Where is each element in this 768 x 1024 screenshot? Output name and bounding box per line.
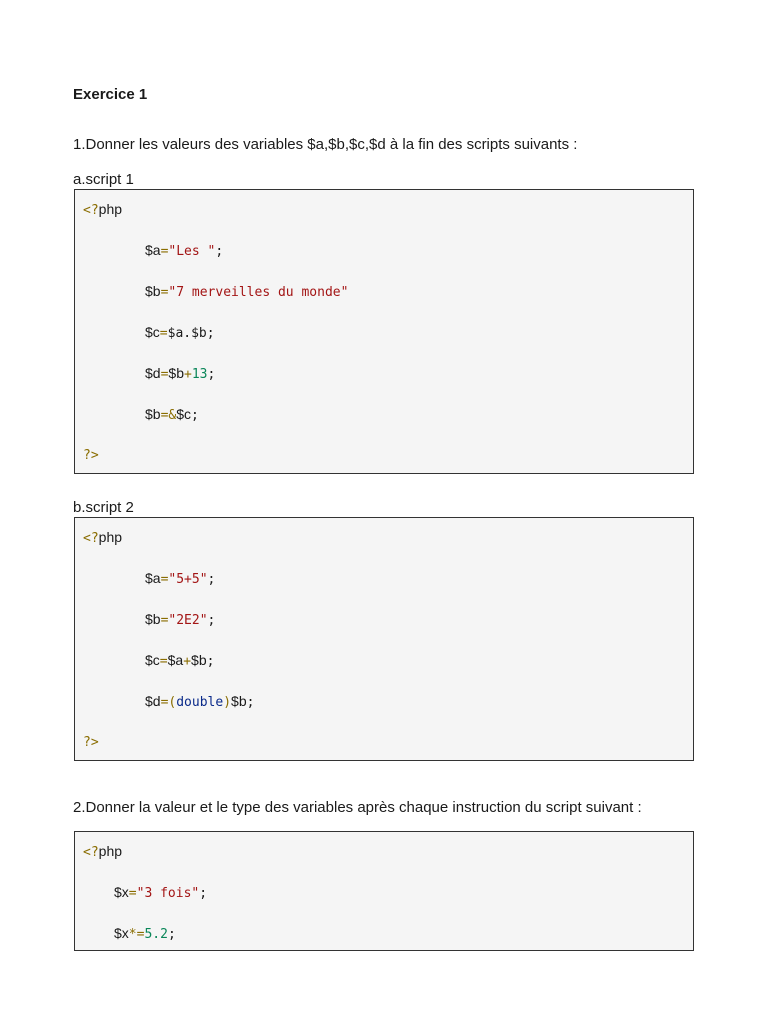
code-line [145, 611, 215, 628]
code-line [114, 884, 207, 901]
code-punctuation: ; [199, 886, 208, 901]
code-line [145, 324, 215, 341]
php-open-bracket: <? [83, 531, 99, 546]
code-punctuation: ; [207, 367, 216, 382]
code-variable: $b [231, 693, 247, 709]
php-keyword: php [98, 529, 123, 545]
code-variable: $c [145, 324, 160, 340]
code-expression: $a.$b [167, 326, 207, 341]
code-punctuation: ; [206, 326, 215, 341]
code-variable: $b [145, 406, 161, 422]
code-punctuation: ; [206, 654, 215, 669]
code-variable: $b [168, 365, 184, 381]
code-punctuation: ; [167, 927, 176, 942]
code-operator: = [160, 367, 169, 382]
code-operator: ) [223, 695, 232, 710]
code-line [145, 406, 199, 423]
code-variable: $c [145, 652, 160, 668]
code-variable: $d [145, 693, 161, 709]
script-2-label: b.script 2 [73, 499, 134, 516]
script-2-code-block [74, 517, 694, 761]
code-keyword: double [176, 695, 224, 710]
code-variable: $a [145, 570, 161, 586]
php-open-bracket: <? [83, 845, 99, 860]
code-number: 13 [191, 367, 208, 382]
code-operator: = [160, 285, 169, 300]
php-close-tag: ?> [83, 735, 99, 750]
script-3-code-block [74, 831, 694, 951]
code-operator: =( [160, 695, 177, 710]
code-operator: = [160, 613, 169, 628]
code-operator: =& [160, 408, 177, 423]
code-variable: $b [145, 283, 161, 299]
php-open-tag [83, 843, 122, 860]
code-variable: $b [191, 652, 207, 668]
php-close-tag: ?> [83, 448, 99, 463]
code-punctuation: ; [246, 695, 255, 710]
code-operator: = [159, 326, 168, 341]
code-variable: $b [145, 611, 161, 627]
code-variable: $a [145, 242, 161, 258]
code-punctuation: ; [207, 572, 216, 587]
code-operator: + [183, 654, 192, 669]
php-keyword: php [98, 201, 123, 217]
script-1-code-block [74, 189, 694, 474]
php-keyword: php [98, 843, 123, 859]
code-string: "5+5" [168, 572, 208, 587]
code-string: "2E2" [168, 613, 208, 628]
code-variable: $x [114, 925, 129, 941]
question-2: 2.Donner la valeur et le type des variables après chaque instruction du script suivant : [73, 799, 642, 816]
exercise-heading: Exercice 1 [73, 86, 148, 103]
code-string: "Les " [168, 244, 216, 259]
question-1: 1.Donner les valeurs des variables $a,$b,$c,$d à la fin des scripts suivants : [73, 136, 578, 153]
code-line [145, 283, 348, 300]
code-string: "3 fois" [136, 886, 200, 901]
code-variable: $x [114, 884, 129, 900]
code-number: 5.2 [144, 927, 168, 942]
code-operator: + [183, 367, 192, 382]
code-operator: = [160, 572, 169, 587]
code-variable: $d [145, 365, 161, 381]
code-variable: $c [176, 406, 192, 422]
code-operator: = [160, 244, 169, 259]
code-line [145, 570, 215, 587]
php-open-tag [83, 201, 122, 218]
code-line [145, 652, 214, 669]
php-open-bracket: <? [83, 203, 99, 218]
code-punctuation: ; [191, 408, 199, 423]
code-operator: = [128, 886, 137, 901]
script-1-label: a.script 1 [73, 171, 134, 188]
code-variable: $a [167, 652, 184, 668]
code-punctuation: ; [215, 244, 224, 259]
code-operator: *= [128, 927, 145, 942]
code-line [145, 242, 223, 259]
code-string: "7 merveilles du monde" [168, 285, 349, 300]
php-open-tag [83, 529, 122, 546]
code-line [145, 693, 254, 710]
code-line [114, 925, 176, 942]
code-punctuation: ; [207, 613, 216, 628]
code-operator: = [159, 654, 168, 669]
code-line [145, 365, 215, 382]
